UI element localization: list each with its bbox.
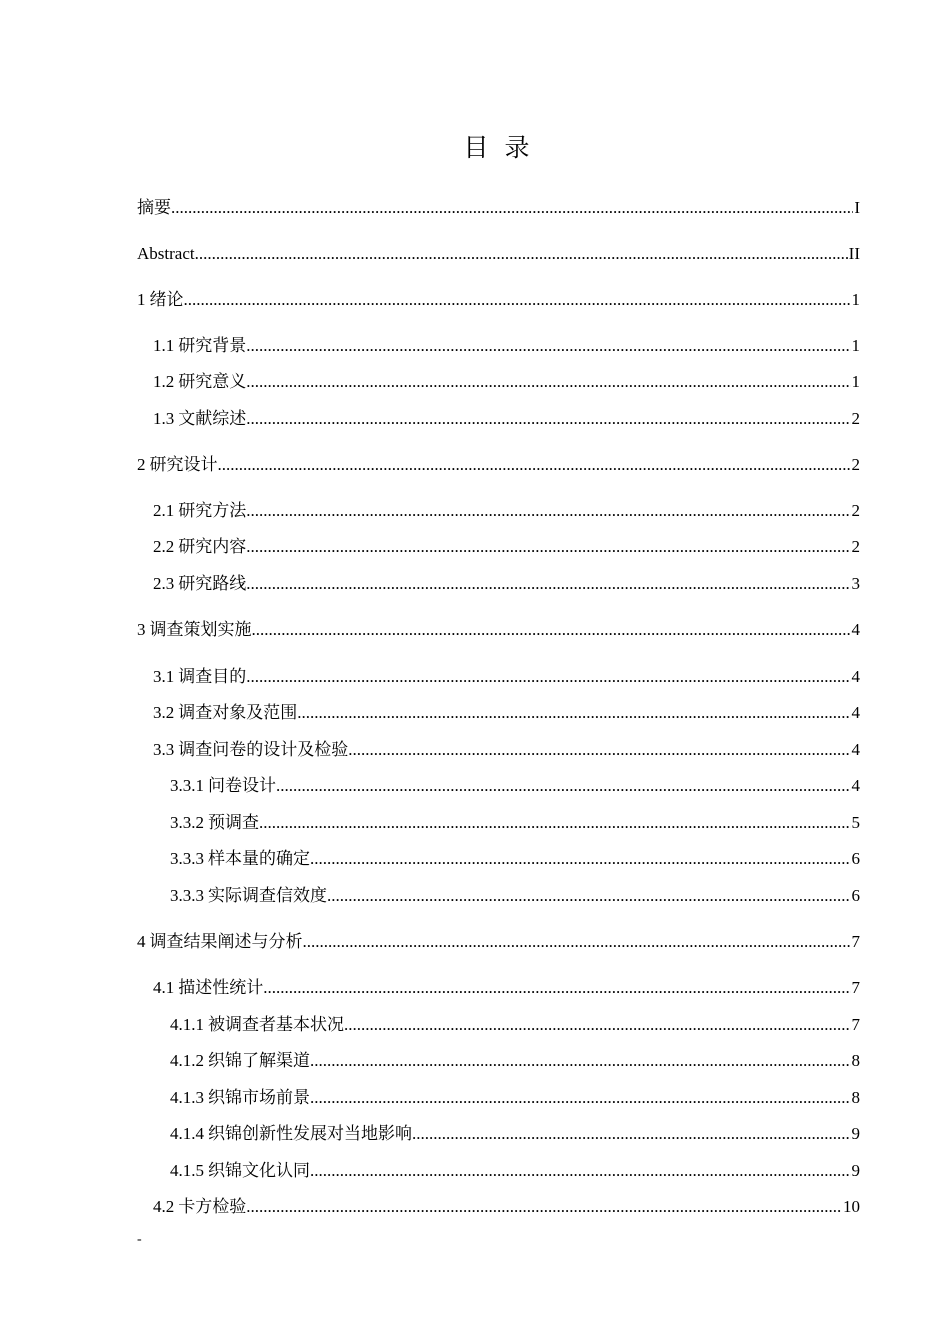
toc-entry-label <box>153 738 348 762</box>
toc-entry-text: 织锦市场前景 <box>208 1088 310 1107</box>
toc-entry[interactable] <box>137 242 860 266</box>
toc-entry-label <box>153 535 246 559</box>
toc-entry-text: 调查对象及范围 <box>178 703 298 722</box>
toc-entry-page-number: 4 <box>851 740 860 759</box>
toc-entry-text: 织锦创新性发展对当地影响 <box>208 1124 412 1143</box>
toc-entry-page-number: II <box>848 244 860 263</box>
toc-entry-label <box>153 701 297 725</box>
dot-leader <box>246 1195 842 1219</box>
dot-leader <box>310 847 851 871</box>
toc-entry-page-number: 6 <box>851 886 860 905</box>
toc-entry-number: 4.1.2 <box>170 1051 204 1070</box>
dot-leader <box>412 1122 851 1146</box>
toc-entry-number: 2.1 <box>153 501 175 520</box>
toc-entry-number: 3 <box>137 620 146 639</box>
toc-entry-number: 1.2 <box>153 372 175 391</box>
toc-entry-text: 调查问卷的设计及检验 <box>178 740 349 759</box>
dot-leader <box>246 334 850 358</box>
toc-entry-text: 调查结果阐述与分析 <box>149 932 303 951</box>
toc-entry-label <box>170 1159 310 1183</box>
toc-entry-text: 实际调查信效度 <box>208 886 327 905</box>
toc-entry-number: 1.1 <box>153 336 175 355</box>
dot-leader <box>246 499 850 523</box>
toc-entry-page-number: 2 <box>851 501 860 520</box>
dot-leader <box>276 774 851 798</box>
toc-entry-number: 4.1.3 <box>170 1088 204 1107</box>
toc-entry-number: 2.3 <box>153 574 175 593</box>
dot-leader <box>310 1159 851 1183</box>
toc-entry-label <box>170 884 327 908</box>
toc-entry-number: 4 <box>137 932 146 951</box>
toc-entry-page-number: 3 <box>851 574 860 593</box>
toc-entry-label <box>137 288 184 312</box>
dot-leader <box>195 242 848 266</box>
toc-entry-text: 调查策划实施 <box>149 620 252 639</box>
toc-entry-number: 4.1.4 <box>170 1124 204 1143</box>
toc-entry-label <box>170 811 259 835</box>
toc-entry-label <box>170 1086 310 1110</box>
toc-entry-page-number: I <box>854 198 860 217</box>
toc-entry-text: 样本量的确定 <box>208 849 310 868</box>
toc-entry-number: 3.3.1 <box>170 776 204 795</box>
toc-entry-number: 2.2 <box>153 537 175 556</box>
toc-entry-text: 预调查 <box>208 813 259 832</box>
toc-entry-label <box>153 1195 246 1219</box>
toc-entry[interactable] <box>137 288 860 312</box>
dot-leader <box>344 1013 851 1037</box>
toc-entry-text: 研究内容 <box>178 537 247 556</box>
toc-entry-text: 被调查者基本状况 <box>208 1015 344 1034</box>
toc-entry[interactable] <box>137 738 860 762</box>
toc-entry-label <box>137 242 195 266</box>
toc-entry-page-number: 7 <box>851 978 860 997</box>
toc-entry[interactable] <box>137 701 860 725</box>
toc-entry-number: 3.3.3 <box>170 849 204 868</box>
toc-entry-number: 4.1.5 <box>170 1161 204 1180</box>
toc-entry-label <box>153 665 246 689</box>
toc-entry[interactable] <box>137 1159 860 1183</box>
toc-entry-label <box>137 930 303 954</box>
toc-entry-number: 3.3 <box>153 740 175 759</box>
toc-entry[interactable] <box>137 535 860 559</box>
toc-entry-number: 1 <box>137 290 146 309</box>
toc-entry-page-number: 1 <box>851 336 860 355</box>
toc-entry-label <box>170 1122 412 1146</box>
toc-entry-page-number: 8 <box>851 1088 860 1107</box>
toc-entry-label <box>153 407 246 431</box>
toc-entry-page-number: 9 <box>851 1161 860 1180</box>
footer-mark: - <box>137 1232 142 1247</box>
toc-entry-text: 研究设计 <box>149 455 218 474</box>
toc-entry[interactable] <box>137 499 860 523</box>
toc-entry-page-number: 5 <box>851 813 860 832</box>
toc-entry-number: 4.2 <box>153 1197 175 1216</box>
toc-entry-page-number: 8 <box>851 1051 860 1070</box>
dot-leader <box>246 370 850 394</box>
toc-entry-label <box>153 334 246 358</box>
toc-entry-number: 3.3.2 <box>170 813 204 832</box>
toc-entry[interactable] <box>137 572 860 596</box>
toc-entry[interactable] <box>137 196 860 220</box>
toc-entry-label <box>153 370 246 394</box>
toc-entry-number: 4.1 <box>153 978 175 997</box>
toc-entry-page-number: 1 <box>851 290 860 309</box>
toc-entry[interactable] <box>137 1195 860 1219</box>
toc-entry-label <box>153 572 246 596</box>
toc-entry-page-number: 4 <box>851 620 860 639</box>
toc-entry[interactable] <box>137 370 860 394</box>
toc-entry-page-number: 7 <box>851 1015 860 1034</box>
dot-leader <box>348 738 850 762</box>
toc-entry-number: 1.3 <box>153 409 175 428</box>
dot-leader <box>310 1049 851 1073</box>
toc-entry-page-number: 6 <box>851 849 860 868</box>
toc-entry[interactable] <box>137 976 860 1000</box>
toc-entry-page-number: 4 <box>851 703 860 722</box>
toc-entry[interactable] <box>137 1013 860 1037</box>
toc-entry-page-number: 9 <box>851 1124 860 1143</box>
toc-entry-page-number: 1 <box>851 372 860 391</box>
dot-leader <box>303 930 851 954</box>
toc-entry-page-number: 10 <box>843 1197 860 1216</box>
toc-entry[interactable] <box>137 1122 860 1146</box>
toc-entry-text: 调查目的 <box>178 667 247 686</box>
toc-entry-page-number: 7 <box>851 932 860 951</box>
toc-entry-label <box>153 976 263 1000</box>
dot-leader <box>171 196 853 220</box>
toc-entry[interactable] <box>137 453 860 477</box>
toc-entry-label <box>137 453 218 477</box>
toc-entry-label <box>153 499 246 523</box>
toc-entry-text: 文献综述 <box>178 409 247 428</box>
dot-leader <box>310 1086 851 1110</box>
toc-entry-text: 描述性统计 <box>178 978 264 997</box>
toc-entry[interactable] <box>137 774 860 798</box>
dot-leader <box>252 618 851 642</box>
toc-entry-label <box>170 1013 344 1037</box>
toc-entry-text: 研究路线 <box>178 574 247 593</box>
dot-leader <box>327 884 851 908</box>
toc-entry[interactable] <box>137 334 860 358</box>
dot-leader <box>184 288 851 312</box>
toc-entry[interactable] <box>137 1086 860 1110</box>
toc-entry-label <box>137 618 252 642</box>
toc-entry-label <box>170 847 310 871</box>
toc-entry[interactable] <box>137 884 860 908</box>
toc-entry-text: 摘要 <box>137 198 171 217</box>
toc-entry-text: 织锦文化认同 <box>208 1161 310 1180</box>
toc-entry[interactable] <box>137 847 860 871</box>
toc-entry-number: 4.1.1 <box>170 1015 204 1034</box>
toc-entry[interactable] <box>137 407 860 431</box>
toc-entry-text: 绪论 <box>149 290 184 309</box>
toc-entry-number: 3.3.3 <box>170 886 204 905</box>
toc-entry-text: 研究意义 <box>178 372 247 391</box>
toc-entry-text: 卡方检验 <box>178 1197 247 1216</box>
toc-entry[interactable] <box>137 618 860 642</box>
dot-leader <box>259 811 851 835</box>
page-title: 目 录 <box>463 133 534 162</box>
toc-entry[interactable] <box>137 665 860 689</box>
toc-entry-text: 问卷设计 <box>208 776 276 795</box>
toc-entry-text: 研究方法 <box>178 501 247 520</box>
dot-leader <box>246 572 850 596</box>
toc-entry-label <box>170 774 276 798</box>
toc-entry-label <box>170 1049 310 1073</box>
dot-leader <box>297 701 850 725</box>
toc-entry-text: 织锦了解渠道 <box>208 1051 310 1070</box>
toc-entry-label <box>137 196 171 220</box>
dot-leader <box>246 535 850 559</box>
toc-entry-number: 3.1 <box>153 667 175 686</box>
toc-entry-page-number: 2 <box>851 537 860 556</box>
toc-entry[interactable] <box>137 811 860 835</box>
toc-entry-page-number: 4 <box>851 776 860 795</box>
toc-entry-text: Abstract <box>137 244 195 263</box>
dot-leader <box>263 976 850 1000</box>
toc-entry-page-number: 2 <box>851 455 860 474</box>
toc-entry[interactable] <box>137 930 860 954</box>
dot-leader <box>246 665 850 689</box>
toc-entry[interactable] <box>137 1049 860 1073</box>
toc-entry-text: 研究背景 <box>178 336 247 355</box>
toc-entry-number: 2 <box>137 455 146 474</box>
dot-leader <box>246 407 850 431</box>
toc-entry-page-number: 2 <box>851 409 860 428</box>
toc-entry-page-number: 4 <box>851 667 860 686</box>
toc-entry-number: 3.2 <box>153 703 175 722</box>
dot-leader <box>218 453 851 477</box>
